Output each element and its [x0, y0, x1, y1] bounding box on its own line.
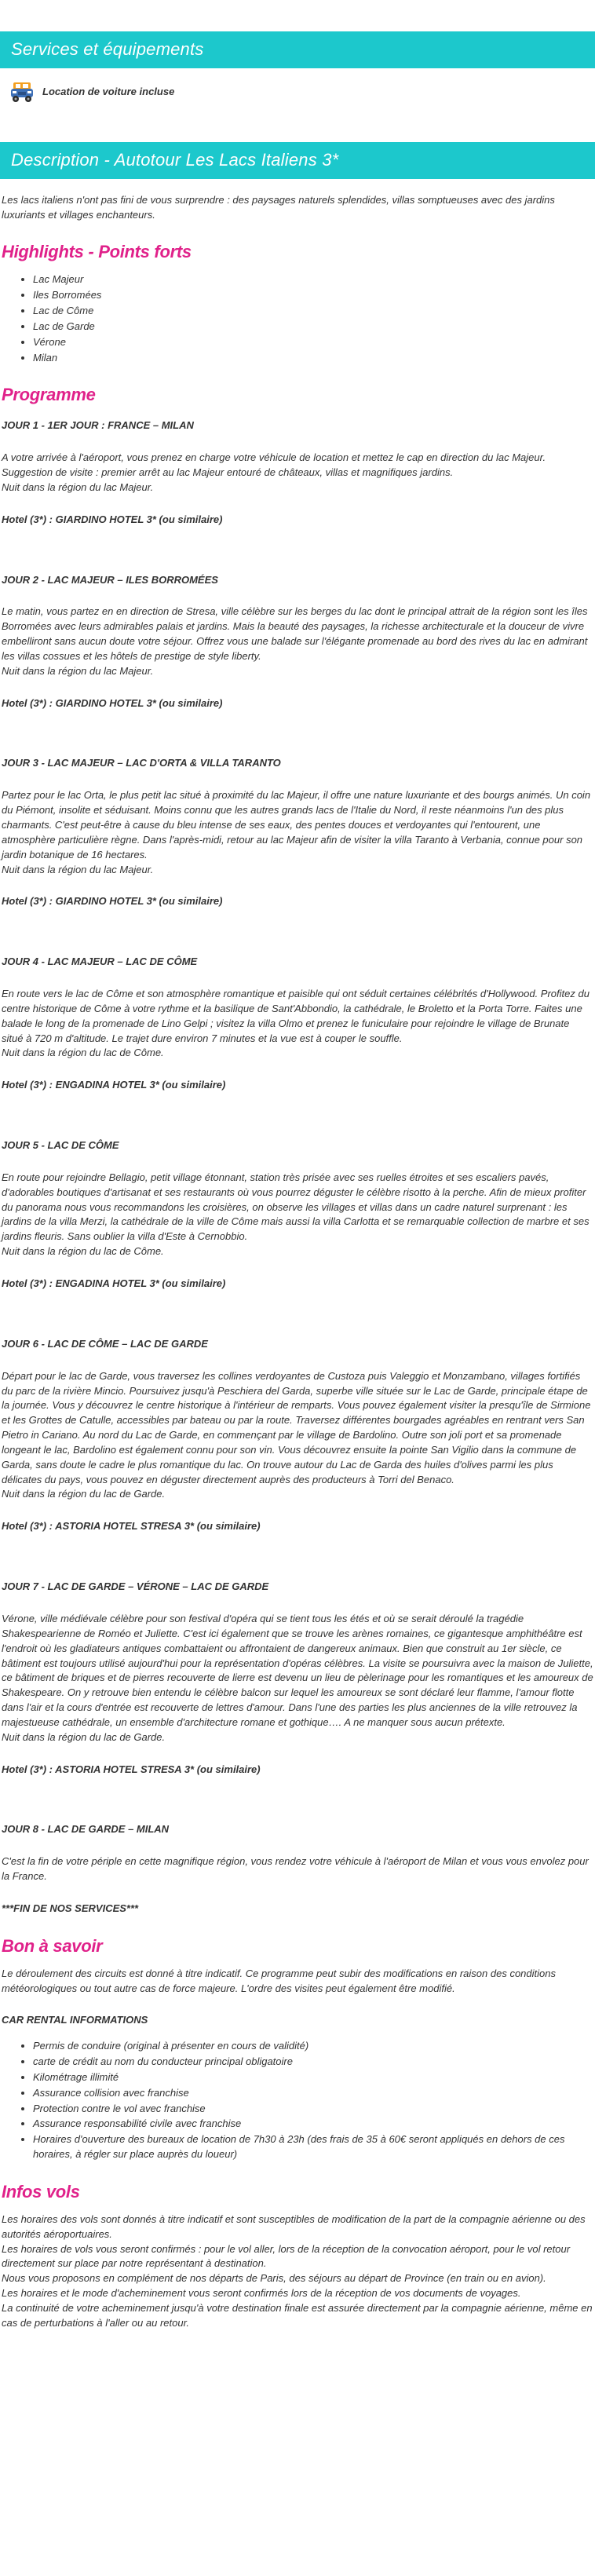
list-item: • Horaires d'ouverture des bureaux de location de 7h30 à 23h (des frais de 35 à 60€ seront appliqués en dehors de ces horaires, à régler sur place auprès du loueur)	[33, 2132, 593, 2162]
day-hotel: Hotel (3*) : ASTORIA HOTEL STRESA 3* (ou similaire)	[2, 1763, 261, 1775]
day-1	[2, 418, 593, 527]
day-text: Départ pour le lac de Garde, vous traversez les collines verdoyantes de Custoza puis Valeggio et Monzambano, villages fortifiés du parc de la rivière Mincio. Poursuivez jusqu'à Peschiera del Garda, superbe ville située sur le Lac de Garde, principale étape de la journée. Vous y découvrez le centre historique à l'intérieur de remparts. Vous pouvez également visiter la presqu'île de Sirmione et les Grottes de Catulle, accessibles par bateau ou par la route. Traversez différentes bourgades agréables en rentrant vers San Pietro in Cariano. Au nord du Lac de Garde, en commençant par le village de Bardolino. Outre son joli port et sa promenade longeant le lac, Bardolino est également connu pour son vin. Vous découvrez ensuite la pointe San Vigilio dans la commune de Garda, sans doute le cadre le plus romantique du lac. On trouve autour du Lac de Garda des huiles d'olives parmi les plus délicates du pays, vous pouvez en déguster directement auprès des producteurs à Torri del Benaco.	[2, 1369, 591, 1485]
car-rental-info-heading: CAR RENTAL INFORMATIONS	[2, 2014, 148, 2026]
infos-vols-text: Les horaires des vols sont donnés à titre indicatif et sont susceptibles de modification de la part de la compagnie aérienne ou des autorités aéroportuaires.	[2, 2212, 586, 2240]
list-item: • Lac de Garde	[33, 320, 593, 334]
day-title: JOUR 8 - LAC DE GARDE – MILAN	[2, 1823, 170, 1836]
day-text: Le matin, vous partez en en direction de Stresa, ville célèbre sur les berges du lac dont le principal attrait de la région sont les îles Borromées avec leurs admirables palais et jardins. Mais la beauté des paysages, la richesse architecturale et la douceur de vivre embelliront sans aucun doute votre séjour. Offrez vous une balade sur l'élégante promenade au bord des rives du lac en admirant les villas cossues et les hôtels de prestige de style liberty.	[2, 605, 588, 662]
day-text: Nuit dans la région du lac de Garde.	[2, 1730, 166, 1743]
day-4	[2, 955, 593, 1093]
day-title: JOUR 2 - LAC MAJEUR – ILES BORROMÉES	[2, 573, 218, 586]
list-item: • Iles Borromées	[33, 288, 593, 303]
day-text: Partez pour le lac Orta, le plus petit lac situé à proximité du lac Majeur, il offre une nature luxuriante et des bourgs animés. Un coin du Piémont, insolite et séduisant. Moins connu que les autres grands lacs de l'Italie du Nord, il reste néanmoins l'un des plus charmants. C'est peut-être à cause du bleu intense de ses eaux, des pentes douces et verdoyantes qui l'entourent, une atmosphère particulière règne. Dans l'après-midi, retour au lac Majeur afin de visiter la villa Taranto à Verbania, connue pour son jardin botanique de 16 hectares.	[2, 789, 591, 860]
day-hotel: Hotel (3*) : ENGADINA HOTEL 3* (ou similaire)	[2, 1277, 226, 1289]
day-title: JOUR 4 - LAC MAJEUR – LAC DE CÔME	[2, 955, 198, 968]
list-item: • Vérone	[33, 335, 593, 350]
day-text: Nuit dans la région du lac de Côme.	[2, 1245, 164, 1258]
list-item: • Permis de conduire (original à présenter en cours de validité)	[33, 2039, 593, 2054]
description-header: Description - Autotour Les Lacs Italiens 3*	[0, 142, 595, 179]
day-5	[2, 1138, 593, 1292]
infos-vols-text: Les horaires et le mode d'acheminement vous seront confirmés lors de la réception de vos documents de voyages.	[2, 2287, 521, 2300]
list-item: • Milan	[33, 351, 593, 366]
day-hotel: Hotel (3*) : ASTORIA HOTEL STRESA 3* (ou similaire)	[2, 1520, 261, 1533]
infos-vols-title: Infos vols	[2, 2181, 80, 2201]
car-rental-label: Location de voiture incluse	[42, 86, 175, 98]
description-content	[0, 179, 595, 2331]
day-3	[2, 756, 593, 909]
day-text: En route vers le lac de Côme et son atmosphère romantique et paisible qui ont séduit certaines célébrités d'Hollywood. Profitez du centre historique de Côme à votre rythme et la basilique de Sant'Abbondio, la cathédrale, le Broletto et la Porta Torre. Faites une balade le long de la promenade de Lino Gelpi ; visitez la villa Olmo et prenez le funiculaire pour rejoindre le village de Brunate situé à 720 m d'altitude. Le trajet dure environ 7 minutes et la vue est à couper le souffle.	[2, 988, 590, 1044]
day-title: JOUR 3 - LAC MAJEUR – LAC D'ORTA & VILLA TARANTO	[2, 757, 281, 769]
list-item: • Kilométrage illimité	[33, 2070, 593, 2085]
infos-vols-text: La continuité de votre acheminement jusqu'à votre destination finale est assurée directement par la compagnie aérienne, même en cas de perturbations à l'aller ou au retour.	[2, 2301, 593, 2329]
day-text: Vérone, ville médiévale célèbre pour son festival d'opéra qui se tient tous les étés et où se serait déroulé la tragédie Shakespearienne de Roméo et Juliette. C'est ici également que se trouve les arènes romaines, ce gigantesque amphithéâtre est l'endroit où les gladiateurs antiques combattaient ou affrontaient de dangereux animaux. Bien que construit au 1er siècle, ce bâtiment est toujours utilisé aujourd'hui pour la représentation d'opéras célèbres. La visite se poursuivra avec la maison de Juliette, ce bâtiment de briques et de pierres recouverte de lierre est devenu un lieu de pèlerinage pour les romantiques et les amoureux de Shakespeare. On y retrouve bien entendu le célèbre balcon sur lequel les amoureux se sont déclaré leur flamme, l'amour flotte dans l'air et la cours d'entrée est recouverte de lettres d'amour. Dans l'une des parties les plus anciennes de la ville retrouvez la majestueuse cathédrale, un ensemble d'architecture romane et gothique…. A ne manquer sous aucun prétexte.	[2, 1612, 593, 1728]
day-text: Nuit dans la région du lac Majeur.	[2, 863, 154, 875]
highlights-title: Highlights - Points forts	[2, 242, 192, 262]
day-title: JOUR 7 - LAC DE GARDE – VÉRONE – LAC DE GARDE	[2, 1580, 269, 1593]
services-header: Services et équipements	[0, 31, 595, 68]
description-intro: Les lacs italiens n'ont pas fini de vous surprendre : des paysages naturels splendides, villas somptueuses avec des jardins luxuriants et villages enchanteurs.	[2, 193, 555, 221]
day-text: En route pour rejoindre Bellagio, petit village étonnant, station très prisée avec ses ruelles étroites et ses escaliers pavés, d'adorables boutiques d'artisanat et ses restaurants où vous pourrez déguster le célèbre risotto à la perche. Afin de mieux profiter du panorama nous vous recommandons les croisières, on observe les villages et villas dans un cadre naturel surprenant : les jardins de la villa Merzi, la cathédrale de la ville de Côme mais aussi la villa Carlotta et se remarquable collection de marbre et ses jardins fleuris. Sans oublier la villa d'Este à Cernobbio.	[2, 1171, 590, 1243]
day-title: JOUR 6 - LAC DE CÔME – LAC DE GARDE	[2, 1337, 208, 1350]
day-7	[2, 1580, 593, 1777]
day-text: A votre arrivée à l'aéroport, vous prenez en charge votre véhicule de location et mettez le cap en direction du lac Majeur.	[2, 451, 546, 464]
bon-a-savoir-intro: Le déroulement des circuits est donné à titre indicatif. Ce programme peut subir des modifications en raison des conditions météorologiques ou tout autre cas de force majeure. L'ordre des visites peut également être modifié.	[2, 1967, 556, 1994]
day-hotel: Hotel (3*) : GIARDINO HOTEL 3* (ou similaire)	[2, 696, 223, 709]
infos-vols-text: Nous vous proposons en complément de nos départs de Paris, des séjours au départ de Province (en train ou en avion).	[2, 2272, 546, 2285]
day-title: JOUR 1 - 1ER JOUR : FRANCE – MILAN	[2, 419, 194, 432]
end-of-services: ***FIN DE NOS SERVICES***	[2, 1902, 139, 1914]
list-item: • Assurance responsabilité civile avec franchise	[33, 2117, 593, 2132]
day-hotel: Hotel (3*) : GIARDINO HOTEL 3* (ou similaire)	[2, 895, 223, 908]
list-item: • Lac de Côme	[33, 304, 593, 319]
day-title: JOUR 5 - LAC DE CÔME	[2, 1139, 119, 1152]
day-text: Nuit dans la région du lac de Côme.	[2, 1047, 164, 1059]
day-6	[2, 1337, 593, 1534]
car-rental-info-list	[2, 2039, 593, 2162]
list-item: • Protection contre le vol avec franchise	[33, 2102, 593, 2117]
day-hotel: Hotel (3*) : ENGADINA HOTEL 3* (ou similaire)	[2, 1079, 226, 1091]
day-text: Nuit dans la région du lac Majeur.	[2, 664, 154, 677]
services-section	[0, 68, 595, 142]
day-text: Nuit dans la région du lac de Garde.	[2, 1488, 166, 1500]
day-8	[2, 1822, 593, 1884]
list-item: • Lac Majeur	[33, 272, 593, 287]
day-text: Nuit dans la région du lac Majeur.	[2, 480, 154, 493]
programme-title: Programme	[2, 385, 96, 405]
day-hotel: Hotel (3*) : GIARDINO HOTEL 3* (ou similaire)	[2, 513, 223, 525]
car-rental-icon	[9, 81, 36, 104]
day-2	[2, 573, 593, 711]
infos-vols-text: Les horaires de vols vous seront confirmés : pour le vol aller, lors de la réception de la convocation aéroport, pour le vol retour directement sur place par notre représentant à destination.	[2, 2242, 571, 2270]
list-item: • Assurance collision avec franchise	[33, 2086, 593, 2101]
list-item: • carte de crédit au nom du conducteur principal obligatoire	[33, 2055, 593, 2070]
day-text: C'est la fin de votre périple en cette magnifique région, vous rendez votre véhicule à l'aéroport de Milan et vous vous envolez pour la France.	[2, 1855, 589, 1883]
day-text: Suggestion de visite : premier arrêt au lac Majeur entouré de châteaux, villas et magnifiques jardins.	[2, 466, 454, 478]
highlights-list	[2, 272, 593, 365]
bon-a-savoir-title: Bon à savoir	[2, 1935, 103, 1956]
